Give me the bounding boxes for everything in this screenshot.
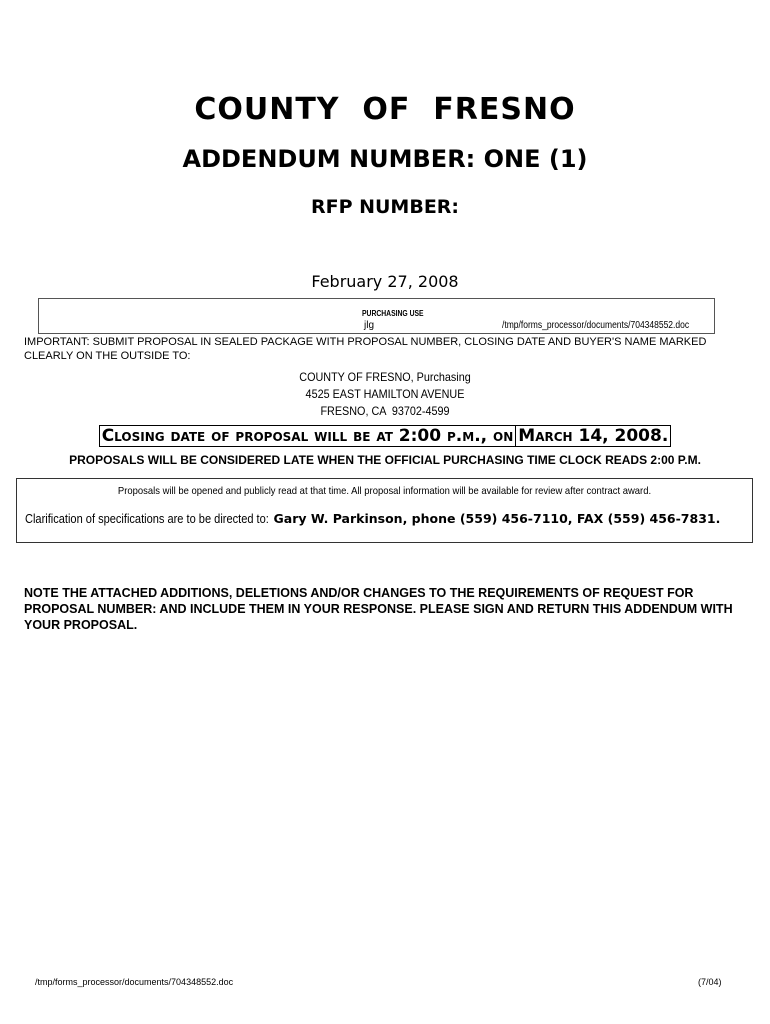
- county-title: COUNTY OF FRESNO: [194, 92, 576, 127]
- opening-notice: Proposals will be opened and publicly read at that time. All proposal information will be available for review after contract award.: [117, 485, 652, 497]
- clarification-line: [25, 511, 720, 526]
- address-line: 4525 EAST HAMILTON AVENUE: [305, 387, 465, 401]
- buyer-initials: jlg: [364, 320, 375, 331]
- closing-date: March 14, 2008.: [516, 425, 671, 447]
- contact-info: Gary W. Parkinson, phone (559) 456-7110, FAX (559) 456-7831.: [273, 511, 721, 526]
- footer-path: /tmp/forms_processor/documents/704348552.doc: [35, 977, 234, 987]
- address-line: FRESNO, CA 93702-4599: [320, 404, 450, 418]
- purchasing-use-label: PURCHASING USE: [362, 309, 424, 318]
- address-line: COUNTY OF FRESNO, Purchasing: [299, 370, 471, 384]
- document-date: February 27, 2008: [311, 272, 459, 291]
- footer-revision: (7/04): [698, 977, 722, 987]
- late-notice: PROPOSALS WILL BE CONSIDERED LATE WHEN THE OFFICIAL PURCHASING TIME CLOCK READS 2:00 P.M.: [69, 453, 701, 467]
- info-box: [16, 478, 753, 543]
- addendum-title: ADDENDUM NUMBER: ONE (1): [182, 145, 588, 173]
- addendum-note: NOTE THE ATTACHED ADDITIONS, DELETIONS AND/OR CHANGES TO THE REQUIREMENTS OF REQUEST FOR PROPOSAL NUMBER: AND INCLUDE THEM IN YOUR RESPONSE. PLEASE SIGN AND RETURN THIS ADDENDUM WITH YOUR PROPOSAL.: [24, 586, 733, 632]
- closing-text: Closing date of proposal will be at 2:00 p.m., on: [99, 425, 517, 447]
- clarification-label: Clarification of specifications are to be directed to:: [25, 511, 269, 526]
- purchasing-use-box: [38, 298, 715, 334]
- important-notice: IMPORTANT: SUBMIT PROPOSAL IN SEALED PACKAGE WITH PROPOSAL NUMBER, CLOSING DATE AND BUYER'S NAME MARKED CLEARLY ON THE OUTSIDE TO:: [24, 336, 707, 362]
- rfp-number: RFP NUMBER:: [310, 196, 460, 218]
- mailing-address: [39, 369, 732, 420]
- document-path: /tmp/forms_processor/documents/704348552.doc: [502, 320, 690, 331]
- closing-date-line: [0, 426, 770, 446]
